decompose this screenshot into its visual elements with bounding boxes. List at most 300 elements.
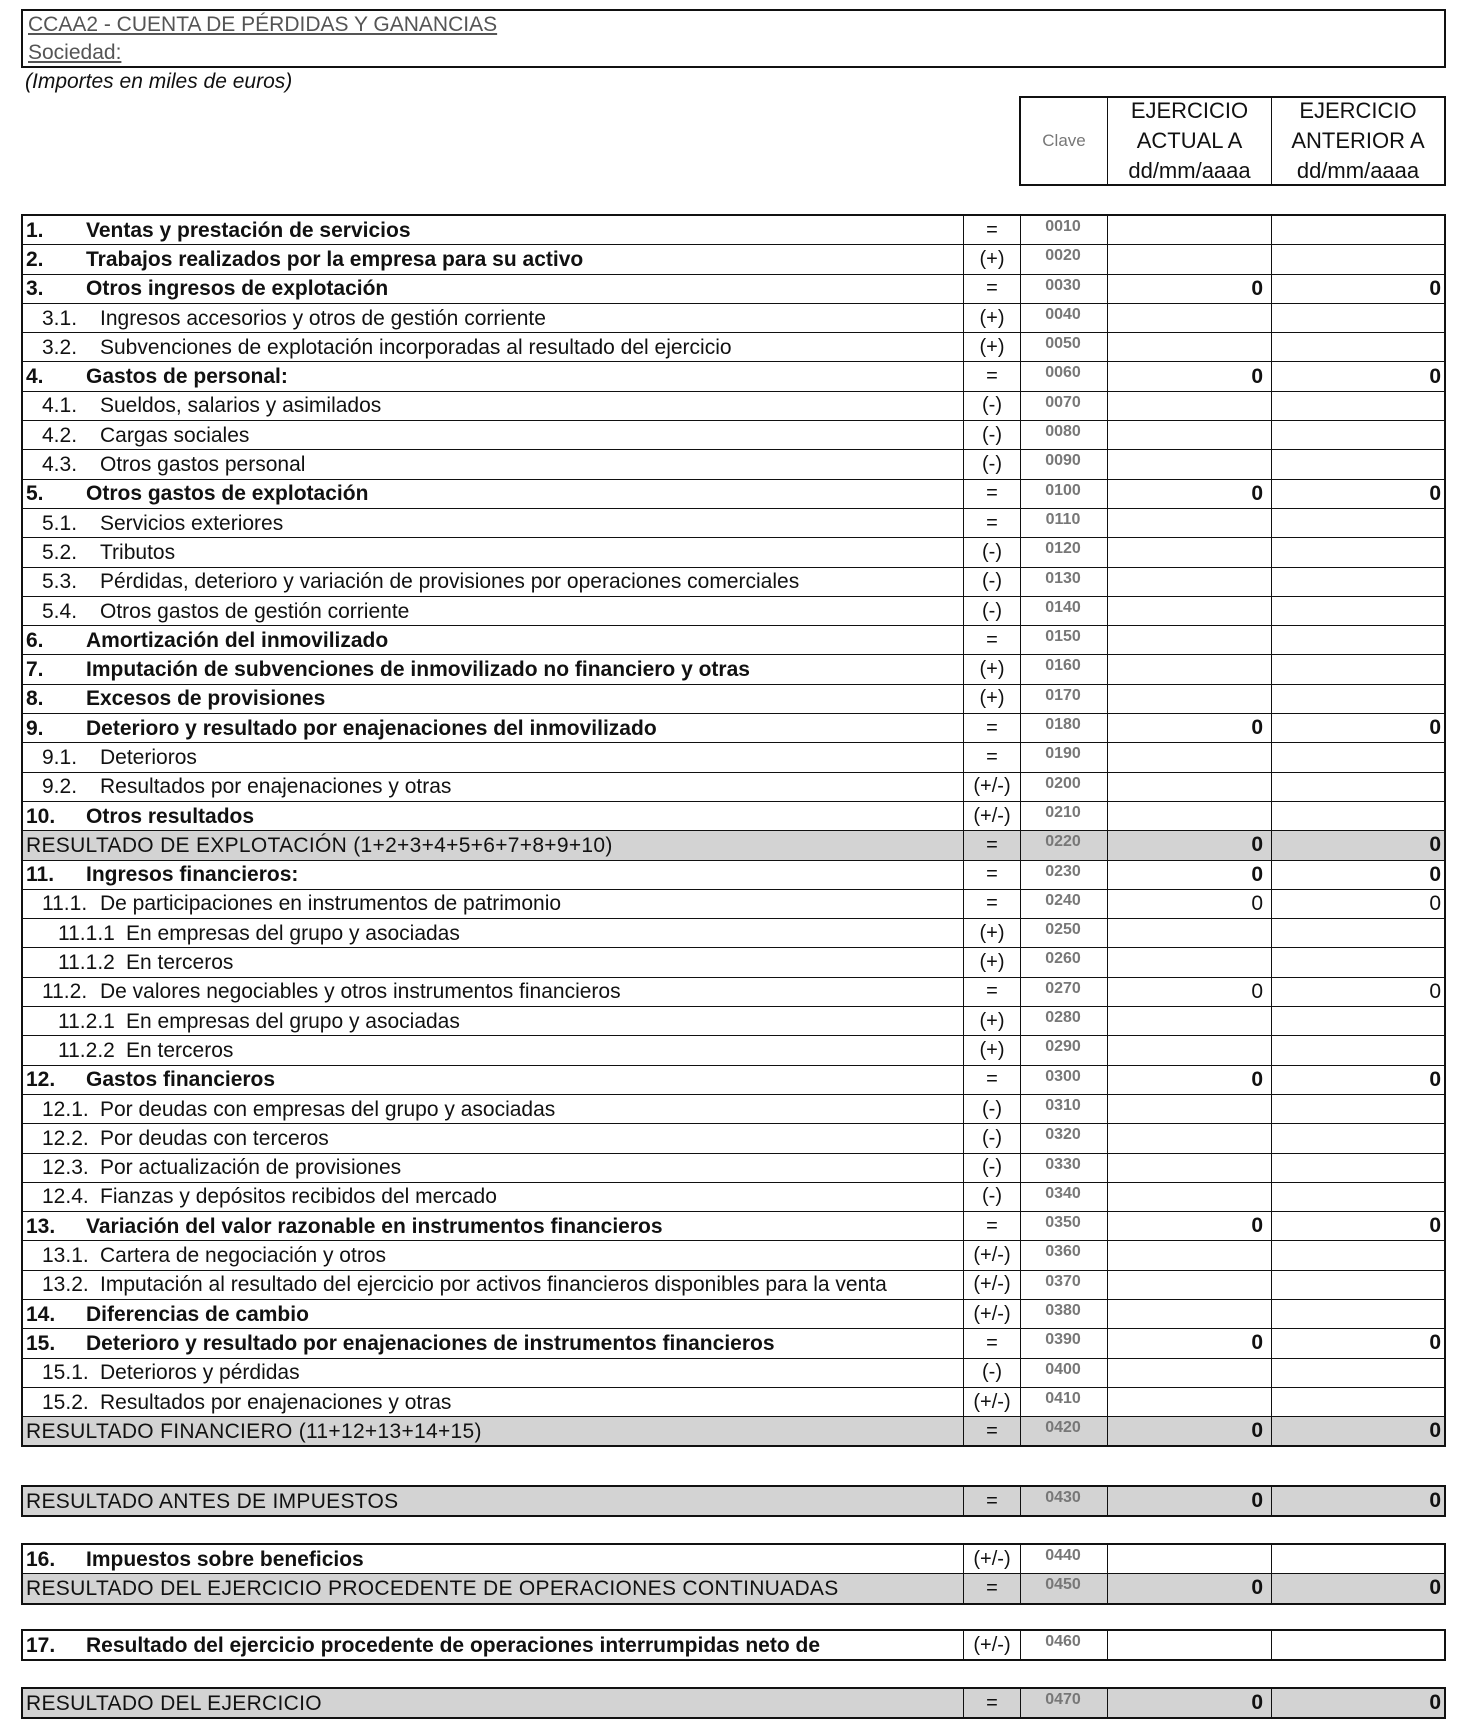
- previous-year-value[interactable]: 0: [1429, 364, 1441, 388]
- previous-year-value[interactable]: [1272, 1183, 1444, 1211]
- current-year-value[interactable]: [1108, 655, 1272, 683]
- current-year-value[interactable]: 0: [1108, 861, 1272, 889]
- row-sign: =: [963, 978, 1021, 1006]
- row-label: [26, 1487, 960, 1515]
- row-sign: =: [963, 861, 1021, 889]
- row-key-code: 0170: [1019, 685, 1108, 713]
- current-year-value[interactable]: [1108, 1241, 1272, 1269]
- row-label: [26, 831, 960, 859]
- row-label-text: Otros ingresos de explotación: [86, 277, 389, 301]
- table-row: [23, 1212, 1444, 1241]
- row-key-code: 0120: [1019, 538, 1108, 566]
- table-row: [23, 1545, 1444, 1574]
- previous-year-value[interactable]: [1272, 304, 1444, 332]
- previous-year-value[interactable]: 0: [1429, 1691, 1441, 1715]
- row-key-code: 0190: [1019, 743, 1108, 771]
- row-key-code: 0150: [1019, 626, 1108, 654]
- previous-year-value[interactable]: [1272, 568, 1444, 596]
- row-label-text: RESULTADO DEL EJERCICIO PROCEDENTE DE OPERACIONES CONTINUADAS: [26, 1576, 839, 1600]
- current-year-value[interactable]: 0: [1108, 362, 1272, 390]
- previous-year-value[interactable]: [1272, 1545, 1444, 1573]
- row-sign: =: [963, 275, 1021, 303]
- table-row: [23, 1095, 1444, 1124]
- row-label-text: Otros gastos de gestión corriente: [100, 599, 410, 623]
- row-key-code: 0040: [1019, 304, 1108, 332]
- previous-year-value[interactable]: [1272, 655, 1444, 683]
- current-year-value[interactable]: [1108, 1388, 1272, 1416]
- row-key-code: 0300: [1019, 1066, 1108, 1094]
- previous-year-value[interactable]: [1272, 392, 1444, 420]
- row-label-text: Excesos de provisiones: [86, 687, 326, 711]
- previous-year-value[interactable]: [1272, 743, 1444, 771]
- previous-year-value[interactable]: 0: [1429, 891, 1441, 915]
- row-label: [26, 1689, 960, 1717]
- report-header-box: [21, 9, 1446, 68]
- current-year-value[interactable]: [1108, 802, 1272, 830]
- row-key-code: 0080: [1019, 421, 1108, 449]
- row-label-text: Gastos financieros: [86, 1068, 276, 1092]
- previous-year-value[interactable]: [1272, 216, 1444, 244]
- row-key-code: 0180: [1019, 714, 1108, 742]
- row-label-text: Amortización del inmovilizado: [86, 628, 389, 652]
- previous-year-value[interactable]: [1272, 538, 1444, 566]
- row-number: 13.1.: [42, 1244, 89, 1268]
- previous-year-value[interactable]: [1272, 450, 1444, 478]
- current-year-value[interactable]: [1108, 919, 1272, 947]
- row-sign: (-): [963, 450, 1021, 478]
- row-label-text: Ingresos accesorios y otros de gestión corriente: [100, 306, 546, 330]
- table-row: [23, 1329, 1444, 1358]
- current-year-value[interactable]: [1108, 538, 1272, 566]
- row-number: 14.: [26, 1302, 56, 1326]
- current-year-value[interactable]: [1108, 450, 1272, 478]
- row-key-code: 0420: [1019, 1417, 1108, 1445]
- row-label-text: Por deudas con terceros: [100, 1126, 329, 1150]
- row-sign: (-): [963, 1359, 1021, 1387]
- table-row: [23, 861, 1444, 890]
- row-key-code: 0020: [1019, 245, 1108, 273]
- row-key-code: 0050: [1019, 333, 1108, 361]
- current-year-value[interactable]: [1108, 743, 1272, 771]
- row-number: 4.2.: [42, 423, 78, 447]
- row-label-text: De participaciones en instrumentos de patrimonio: [100, 892, 562, 916]
- row-label-text: Gastos de personal:: [86, 365, 288, 389]
- row-sign: (-): [963, 421, 1021, 449]
- row-key-code: 0010: [1019, 216, 1108, 244]
- row-label-text: En empresas del grupo y asociadas: [126, 1009, 460, 1033]
- current-year-value[interactable]: 0: [1108, 890, 1272, 918]
- row-label: [26, 509, 960, 537]
- row-number: 12.3.: [42, 1156, 89, 1180]
- row-label: [26, 1212, 960, 1240]
- table-row: [23, 802, 1444, 831]
- table-row: [23, 480, 1444, 509]
- row-key-code: 0250: [1019, 919, 1108, 947]
- previous-year-value[interactable]: [1272, 1095, 1444, 1123]
- row-sign: =: [963, 890, 1021, 918]
- current-year-value[interactable]: [1108, 392, 1272, 420]
- row-sign: =: [963, 714, 1021, 742]
- row-number: 10.: [26, 804, 56, 828]
- row-sign: =: [963, 1417, 1021, 1445]
- previous-year-value[interactable]: [1272, 333, 1444, 361]
- current-year-value[interactable]: 0: [1108, 1212, 1272, 1240]
- row-label-text: Por deudas con empresas del grupo y asociadas: [100, 1097, 556, 1121]
- row-label: [26, 333, 960, 361]
- previous-year-value[interactable]: 0: [1429, 1067, 1441, 1091]
- current-year-value[interactable]: 0: [1108, 978, 1272, 1006]
- row-key-code: 0350: [1019, 1212, 1108, 1240]
- previous-year-value[interactable]: 0: [1429, 1576, 1441, 1600]
- row-label: [26, 743, 960, 771]
- row-label: [26, 1183, 960, 1211]
- row-sign: (+/-): [963, 1271, 1021, 1299]
- row-key-code: 0360: [1019, 1241, 1108, 1269]
- row-label: [26, 538, 960, 566]
- row-number: 17.: [26, 1633, 56, 1657]
- table-row: [23, 1036, 1444, 1065]
- row-key-code: 0290: [1019, 1036, 1108, 1064]
- current-year-value[interactable]: [1108, 1036, 1272, 1064]
- previous-year-value[interactable]: 0: [1429, 862, 1441, 886]
- row-sign: (+): [963, 1007, 1021, 1035]
- current-year-value[interactable]: [1108, 333, 1272, 361]
- row-label-text: Sueldos, salarios y asimilados: [100, 394, 382, 418]
- row-sign: (+): [963, 919, 1021, 947]
- current-year-value[interactable]: 0: [1108, 480, 1272, 508]
- row-number: 8.: [26, 687, 44, 711]
- row-sign: (+): [963, 655, 1021, 683]
- current-year-value[interactable]: [1108, 304, 1272, 332]
- row-label: [26, 1154, 960, 1182]
- previous-year-value[interactable]: [1272, 245, 1444, 273]
- row-label: [26, 890, 960, 918]
- row-label: [26, 597, 960, 625]
- row-sign: =: [963, 1066, 1021, 1094]
- column-header-current-line1: EJERCICIO: [1130, 98, 1249, 123]
- column-header-current-line2: ACTUAL A: [1136, 128, 1243, 153]
- current-year-value[interactable]: [1108, 1007, 1272, 1035]
- table-row: [23, 1631, 1444, 1660]
- row-label: [26, 1631, 960, 1659]
- row-sign: =: [963, 1487, 1021, 1515]
- previous-year-value[interactable]: [1272, 1271, 1444, 1299]
- row-key-code: 0210: [1019, 802, 1108, 830]
- current-year-value[interactable]: [1108, 421, 1272, 449]
- report-title: CCAA2 - CUENTA DE PÉRDIDAS Y GANANCIAS: [28, 13, 498, 36]
- current-year-value[interactable]: [1108, 1183, 1272, 1211]
- previous-year-value[interactable]: [1272, 597, 1444, 625]
- current-year-value[interactable]: 0: [1108, 1689, 1272, 1717]
- current-year-value[interactable]: [1108, 685, 1272, 713]
- table-row: [23, 216, 1444, 245]
- previous-year-value[interactable]: [1272, 1631, 1444, 1659]
- current-year-value[interactable]: 0: [1108, 714, 1272, 742]
- row-number: 11.: [26, 863, 55, 887]
- row-sign: (+): [963, 948, 1021, 976]
- row-number: 3.2.: [42, 335, 78, 359]
- previous-year-value[interactable]: [1272, 509, 1444, 537]
- previous-year-value[interactable]: 0: [1429, 1331, 1441, 1355]
- current-year-value[interactable]: 0: [1108, 1574, 1272, 1602]
- current-year-value[interactable]: 0: [1108, 831, 1272, 859]
- row-label: [26, 1388, 960, 1416]
- row-number: 12.2.: [42, 1126, 89, 1150]
- row-label-text: Resultados por enajenaciones y otras: [100, 1390, 452, 1414]
- row-key-code: 0200: [1019, 773, 1108, 801]
- current-year-value[interactable]: [1108, 773, 1272, 801]
- row-label: [26, 1241, 960, 1269]
- column-header-current-line3: dd/mm/aaaa: [1128, 158, 1251, 183]
- statement-block: [21, 1485, 1446, 1517]
- row-key-code: 0130: [1019, 568, 1108, 596]
- row-number: 13.2.: [42, 1273, 89, 1297]
- current-year-value[interactable]: 0: [1108, 1417, 1272, 1445]
- row-label: [26, 568, 960, 596]
- row-key-code: 0280: [1019, 1007, 1108, 1035]
- units-note: (Importes en miles de euros): [25, 70, 293, 93]
- row-sign: (+): [963, 1036, 1021, 1064]
- row-label-text: Por actualización de provisiones: [100, 1156, 402, 1180]
- table-row: [23, 509, 1444, 538]
- current-year-value[interactable]: [1108, 245, 1272, 273]
- row-label-text: Deterioro y resultado por enajenaciones del inmovilizado: [86, 716, 657, 740]
- table-row: [23, 333, 1444, 362]
- row-label: [26, 1417, 960, 1445]
- row-number: 11.2.2: [58, 1038, 115, 1062]
- row-label: [26, 1007, 960, 1035]
- row-label-text: Pérdidas, deterioro y variación de provisiones por operaciones comerciales: [100, 570, 800, 594]
- previous-year-value[interactable]: [1272, 948, 1444, 976]
- row-number: 11.2.: [42, 980, 88, 1004]
- table-row: [23, 1154, 1444, 1183]
- previous-year-value[interactable]: [1272, 802, 1444, 830]
- row-number: 11.2.1: [58, 1009, 115, 1033]
- row-sign: (+): [963, 304, 1021, 332]
- previous-year-value[interactable]: [1272, 1359, 1444, 1387]
- previous-year-value[interactable]: [1272, 1241, 1444, 1269]
- row-label-text: Cargas sociales: [100, 423, 250, 447]
- previous-year-value[interactable]: [1272, 773, 1444, 801]
- row-number: 12.4.: [42, 1185, 89, 1209]
- row-label-text: Diferencias de cambio: [86, 1302, 309, 1326]
- statement-block: [21, 214, 1446, 1447]
- previous-year-value[interactable]: 0: [1429, 1489, 1441, 1513]
- row-number: 5.3.: [42, 570, 78, 594]
- table-row: [23, 1183, 1444, 1212]
- row-key-code: 0430: [1019, 1487, 1108, 1515]
- row-key-code: 0390: [1019, 1329, 1108, 1357]
- row-label: [26, 1574, 960, 1602]
- row-label: [26, 861, 960, 889]
- current-year-value[interactable]: [1108, 1300, 1272, 1328]
- row-label-text: Ventas y prestación de servicios: [86, 218, 411, 242]
- row-sign: (+): [963, 245, 1021, 273]
- statement-block: [21, 1543, 1446, 1605]
- table-row: [23, 538, 1444, 567]
- table-row: [23, 685, 1444, 714]
- row-key-code: 0470: [1019, 1689, 1108, 1717]
- table-row: [23, 1359, 1444, 1388]
- row-key-code: 0370: [1019, 1271, 1108, 1299]
- row-sign: (+/-): [963, 1388, 1021, 1416]
- row-sign: =: [963, 1574, 1021, 1602]
- row-label: [26, 655, 960, 683]
- total-row: [23, 1689, 1444, 1718]
- row-sign: (-): [963, 568, 1021, 596]
- table-row: [23, 1066, 1444, 1095]
- row-sign: =: [963, 480, 1021, 508]
- row-label: [26, 773, 960, 801]
- row-sign: =: [963, 1329, 1021, 1357]
- current-year-value[interactable]: [1108, 568, 1272, 596]
- table-row: [23, 245, 1444, 274]
- current-year-value[interactable]: 0: [1108, 1487, 1272, 1515]
- previous-year-value[interactable]: 0: [1429, 716, 1441, 740]
- current-year-value[interactable]: [1108, 1271, 1272, 1299]
- current-year-value[interactable]: 0: [1108, 1066, 1272, 1094]
- row-number: 5.2.: [42, 540, 78, 564]
- row-label: [26, 1359, 960, 1387]
- row-label-text: Otros gastos de explotación: [86, 482, 369, 506]
- row-number: 12.1.: [42, 1097, 89, 1121]
- previous-year-value[interactable]: [1272, 1007, 1444, 1035]
- total-row: [23, 831, 1444, 860]
- row-number: 4.3.: [42, 453, 78, 477]
- row-sign: (+/-): [963, 1545, 1021, 1573]
- current-year-value[interactable]: [1108, 216, 1272, 244]
- table-row: [23, 597, 1444, 626]
- row-sign: (+/-): [963, 773, 1021, 801]
- row-label: [26, 919, 960, 947]
- current-year-value[interactable]: [1108, 1359, 1272, 1387]
- table-row: [23, 978, 1444, 1007]
- row-label-text: Resultados por enajenaciones y otras: [100, 775, 452, 799]
- table-row: [23, 1271, 1444, 1300]
- previous-year-value[interactable]: [1272, 685, 1444, 713]
- previous-year-value[interactable]: [1272, 1154, 1444, 1182]
- previous-year-value[interactable]: 0: [1429, 276, 1441, 300]
- total-row: [23, 1417, 1444, 1446]
- table-row: [23, 392, 1444, 421]
- current-year-value[interactable]: 0: [1108, 1329, 1272, 1357]
- row-label-text: De valores negociables y otros instrumentos financieros: [100, 980, 621, 1004]
- row-label: [26, 392, 960, 420]
- table-row: [23, 655, 1444, 684]
- row-number: 15.: [26, 1331, 56, 1355]
- row-key-code: 0270: [1019, 978, 1108, 1006]
- row-label: [26, 685, 960, 713]
- column-header-current-year: [1108, 96, 1272, 186]
- previous-year-value[interactable]: [1272, 1300, 1444, 1328]
- row-sign: (+): [963, 685, 1021, 713]
- row-label-text: Cartera de negociación y otros: [100, 1244, 386, 1268]
- previous-year-value[interactable]: [1272, 1124, 1444, 1152]
- previous-year-value[interactable]: 0: [1429, 481, 1441, 505]
- row-label: [26, 480, 960, 508]
- table-row: [23, 275, 1444, 304]
- row-key-code: 0440: [1019, 1545, 1108, 1573]
- current-year-value[interactable]: [1108, 1631, 1272, 1659]
- current-year-value[interactable]: [1108, 948, 1272, 976]
- row-key-code: 0320: [1019, 1124, 1108, 1152]
- row-label-text: RESULTADO DEL EJERCICIO: [26, 1691, 322, 1715]
- previous-year-value[interactable]: [1272, 421, 1444, 449]
- row-label: [26, 421, 960, 449]
- row-key-code: 0410: [1019, 1388, 1108, 1416]
- row-number: 5.: [26, 482, 44, 506]
- row-sign: (+/-): [963, 1241, 1021, 1269]
- company-label: Sociedad:: [28, 41, 122, 64]
- total-row: [23, 1574, 1444, 1603]
- row-label: [26, 1329, 960, 1357]
- row-number: 3.: [26, 277, 44, 301]
- current-year-value[interactable]: [1108, 626, 1272, 654]
- current-year-value[interactable]: [1108, 509, 1272, 537]
- row-label-text: Variación del valor razonable en instrumentos financieros: [86, 1214, 663, 1238]
- row-number: 11.1.2: [58, 951, 115, 975]
- current-year-value[interactable]: [1108, 1095, 1272, 1123]
- row-label-text: Imputación al resultado del ejercicio por activos financieros disponibles para la venta: [100, 1273, 887, 1297]
- row-number: 3.1.: [42, 306, 78, 330]
- row-label-text: Resultado del ejercicio procedente de operaciones interrumpidas neto de: [86, 1633, 821, 1657]
- previous-year-value[interactable]: [1272, 626, 1444, 654]
- row-label-text: Servicios exteriores: [100, 511, 284, 535]
- table-row: [23, 304, 1444, 333]
- previous-year-value[interactable]: [1272, 1388, 1444, 1416]
- table-row: [23, 568, 1444, 597]
- row-label-text: RESULTADO ANTES DE IMPUESTOS: [26, 1489, 399, 1513]
- row-number: 16.: [26, 1547, 56, 1571]
- current-year-value[interactable]: [1108, 1545, 1272, 1573]
- row-label-text: En empresas del grupo y asociadas: [126, 921, 460, 945]
- row-sign: =: [963, 831, 1021, 859]
- table-row: [23, 919, 1444, 948]
- previous-year-value[interactable]: [1272, 1036, 1444, 1064]
- row-key-code: 0110: [1019, 509, 1108, 537]
- row-label: [26, 1036, 960, 1064]
- row-label: [26, 304, 960, 332]
- current-year-value[interactable]: [1108, 1124, 1272, 1152]
- row-key-code: 0460: [1019, 1631, 1108, 1659]
- row-label-text: Impuestos sobre beneficios: [86, 1547, 364, 1571]
- row-key-code: 0340: [1019, 1183, 1108, 1211]
- row-label-text: Imputación de subvenciones de inmovilizado no financiero y otras: [86, 658, 750, 682]
- previous-year-value[interactable]: 0: [1429, 833, 1441, 857]
- current-year-value[interactable]: [1108, 597, 1272, 625]
- row-number: 2.: [26, 247, 44, 271]
- previous-year-value[interactable]: 0: [1429, 1419, 1441, 1443]
- previous-year-value[interactable]: 0: [1429, 1214, 1441, 1238]
- row-key-code: 0310: [1019, 1095, 1108, 1123]
- previous-year-value[interactable]: [1272, 919, 1444, 947]
- row-label: [26, 626, 960, 654]
- column-header-previous-line3: dd/mm/aaaa: [1296, 158, 1420, 183]
- table-row: [23, 1388, 1444, 1417]
- row-label: [26, 714, 960, 742]
- current-year-value[interactable]: [1108, 1154, 1272, 1182]
- row-sign: =: [963, 1689, 1021, 1717]
- row-label-text: En terceros: [126, 1038, 234, 1062]
- row-sign: =: [963, 216, 1021, 244]
- row-sign: (+/-): [963, 802, 1021, 830]
- row-label-text: RESULTADO FINANCIERO (11+12+13+14+15): [26, 1419, 482, 1443]
- row-key-code: 0380: [1019, 1300, 1108, 1328]
- previous-year-value[interactable]: 0: [1429, 979, 1441, 1003]
- current-year-value[interactable]: 0: [1108, 275, 1272, 303]
- row-number: 5.4.: [42, 599, 78, 623]
- row-label: [26, 450, 960, 478]
